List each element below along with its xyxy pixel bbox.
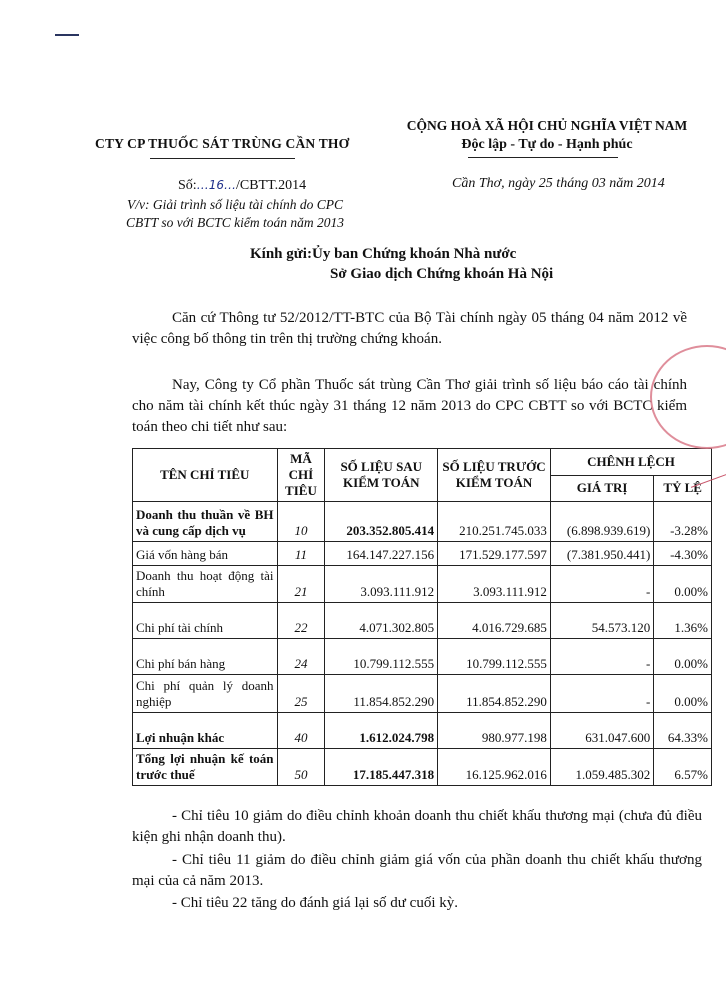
row-pre-audit: 11.854.852.290 bbox=[438, 675, 551, 713]
body-paragraph-1: Căn cứ Thông tư 52/2012/TT-BTC của Bộ Tài chính ngày 05 tháng 04 năm 2012 về việc công bố thông tin trên thị trường chứng khoán. bbox=[132, 310, 687, 347]
row-name: Chi phí bán hàng bbox=[133, 639, 278, 675]
row-pre-audit: 980.977.198 bbox=[438, 713, 551, 749]
row-code: 25 bbox=[277, 675, 325, 713]
subject-line bbox=[95, 196, 375, 232]
row-diff-value: 1.059.485.302 bbox=[550, 749, 653, 786]
table-row bbox=[133, 713, 712, 749]
subject-line-2: CBTT so với BCTC kiểm toán năm 2013 bbox=[125, 215, 345, 230]
subject-line-1: V/v: Giải trình số liệu tài chính do CPC bbox=[127, 197, 343, 212]
row-diff-value: - bbox=[550, 639, 653, 675]
row-pre-audit: 210.251.745.033 bbox=[438, 502, 551, 542]
header-audited: SỐ LIỆU SAU KIỂM TOÁN bbox=[325, 449, 438, 502]
row-name: Tổng lợi nhuận kế toán trước thuế bbox=[133, 749, 278, 786]
doc-number-prefix: Số: bbox=[178, 178, 197, 193]
row-code: 10 bbox=[277, 502, 325, 542]
national-motto: Độc lập - Tự do - Hạnh phúc bbox=[461, 137, 633, 152]
row-diff-ratio: 0.00% bbox=[654, 675, 712, 713]
addressee-label: Kính gửi: bbox=[250, 246, 312, 262]
row-diff-value: - bbox=[550, 675, 653, 713]
explanation-note-3: - Chỉ tiêu 22 tăng do đánh giá lại số dư cuối kỳ. bbox=[172, 895, 459, 911]
row-diff-ratio: 0.00% bbox=[654, 566, 712, 603]
company-underline bbox=[150, 158, 295, 159]
row-diff-ratio: -3.28% bbox=[654, 502, 712, 542]
row-code: 22 bbox=[277, 603, 325, 639]
row-audited: 17.185.447.318 bbox=[325, 749, 438, 786]
row-name: Lợi nhuận khác bbox=[133, 713, 278, 749]
row-name: Chi phí tài chính bbox=[133, 603, 278, 639]
row-audited: 11.854.852.290 bbox=[325, 675, 438, 713]
motto-underline bbox=[468, 157, 618, 158]
addressee-line-2: Sở Giao dịch Chứng khoán Hà Nội bbox=[330, 266, 554, 282]
explanation-note-1: - Chỉ tiêu 10 giảm do điều chỉnh khoản doanh thu chiết khấu thương mại (chưa đủ điều kiện ghi nhận doanh thu). bbox=[132, 808, 702, 845]
row-diff-value: (6.898.939.619) bbox=[550, 502, 653, 542]
doc-number-handwritten: …16… bbox=[196, 178, 236, 192]
table-row bbox=[133, 675, 712, 713]
row-diff-ratio: 1.36% bbox=[654, 603, 712, 639]
table-row bbox=[133, 502, 712, 542]
row-diff-ratio: 64.33% bbox=[654, 713, 712, 749]
row-name: Chi phí quản lý doanh nghiệp bbox=[133, 675, 278, 713]
row-diff-value: (7.381.950.441) bbox=[550, 542, 653, 566]
doc-number-suffix: /CBTT.2014 bbox=[235, 178, 307, 193]
explanation-note-2: - Chỉ tiêu 11 giảm do điều chỉnh giảm giá vốn của phần doanh thu chiết khấu thương mại của cả năm 2013. bbox=[132, 852, 702, 889]
row-code: 40 bbox=[277, 713, 325, 749]
header-name: TÊN CHỈ TIÊU bbox=[133, 449, 278, 502]
row-pre-audit: 10.799.112.555 bbox=[438, 639, 551, 675]
header-code: MÃ CHỈ TIÊU bbox=[277, 449, 325, 502]
scan-mark bbox=[55, 34, 79, 36]
row-diff-ratio: 0.00% bbox=[654, 639, 712, 675]
row-pre-audit: 3.093.111.912 bbox=[438, 566, 551, 603]
header-pre-audit: SỐ LIỆU TRƯỚC KIỂM TOÁN bbox=[438, 449, 551, 502]
header-diff-value: GIÁ TRỊ bbox=[550, 475, 653, 502]
row-name: Giá vốn hàng bán bbox=[133, 542, 278, 566]
document-number bbox=[178, 178, 306, 194]
place-date: Cần Thơ, ngày 25 tháng 03 năm 2014 bbox=[452, 176, 665, 191]
row-code: 50 bbox=[277, 749, 325, 786]
row-audited: 10.799.112.555 bbox=[325, 639, 438, 675]
row-code: 11 bbox=[277, 542, 325, 566]
row-audited: 164.147.227.156 bbox=[325, 542, 438, 566]
row-diff-ratio: -4.30% bbox=[654, 542, 712, 566]
table-row bbox=[133, 566, 712, 603]
financial-comparison-table bbox=[132, 448, 712, 786]
row-audited: 203.352.805.414 bbox=[325, 502, 438, 542]
row-pre-audit: 4.016.729.685 bbox=[438, 603, 551, 639]
national-title: CỘNG HOÀ XÃ HỘI CHỦ NGHĨA VIỆT NAM bbox=[406, 118, 688, 133]
row-diff-value: 54.573.120 bbox=[550, 603, 653, 639]
row-diff-value: - bbox=[550, 566, 653, 603]
body-paragraph-2: Nay, Công ty Cổ phần Thuốc sát trùng Cần Thơ giải trình số liệu báo cáo tài chính cho năm tài chính kết thúc ngày 31 tháng 12 năm 2013 do CPC CBTT so với BCTC kiểm toán theo chi tiết như sau: bbox=[132, 377, 687, 435]
table-row bbox=[133, 639, 712, 675]
row-pre-audit: 16.125.962.016 bbox=[438, 749, 551, 786]
addressee-line-1: Ủy ban Chứng khoán Nhà nước bbox=[312, 246, 517, 262]
table-row bbox=[133, 542, 712, 566]
row-diff-value: 631.047.600 bbox=[550, 713, 653, 749]
table-row bbox=[133, 749, 712, 786]
row-code: 24 bbox=[277, 639, 325, 675]
row-diff-ratio: 6.57% bbox=[654, 749, 712, 786]
row-audited: 4.071.302.805 bbox=[325, 603, 438, 639]
row-name: Doanh thu hoạt động tài chính bbox=[133, 566, 278, 603]
header-diff-ratio: TỶ LỆ bbox=[654, 475, 712, 502]
row-name: Doanh thu thuần về BH và cung cấp dịch vụ bbox=[133, 502, 278, 542]
company-name: CTY CP THUỐC SÁT TRÙNG CẦN THƠ bbox=[95, 136, 350, 151]
header-difference: CHÊNH LỆCH bbox=[550, 449, 711, 476]
row-audited: 3.093.111.912 bbox=[325, 566, 438, 603]
row-audited: 1.612.024.798 bbox=[325, 713, 438, 749]
table-row bbox=[133, 603, 712, 639]
row-code: 21 bbox=[277, 566, 325, 603]
row-pre-audit: 171.529.177.597 bbox=[438, 542, 551, 566]
